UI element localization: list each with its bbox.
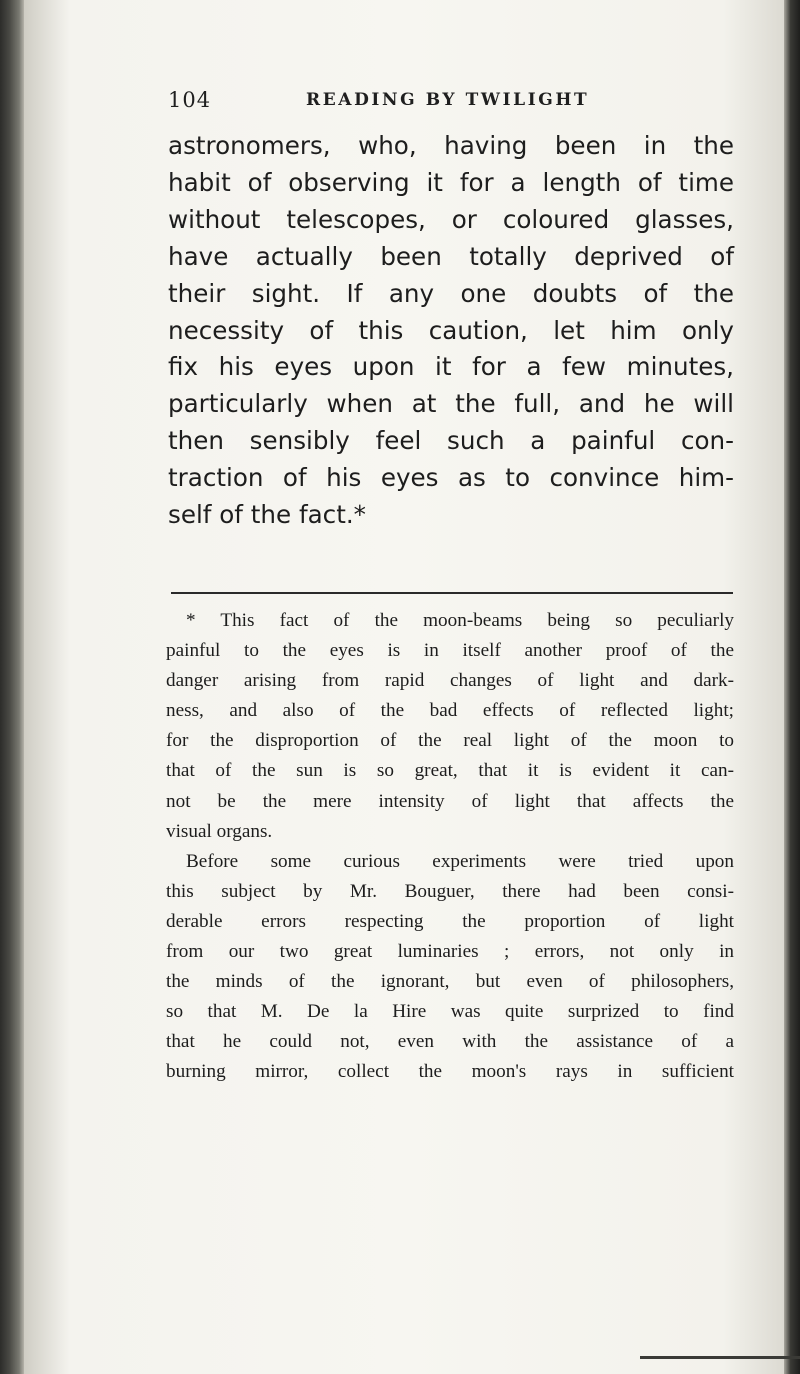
page-right-edge (784, 0, 800, 1374)
footnote-block (166, 606, 734, 1088)
page-number: 104 (168, 88, 212, 112)
footnote-line: painful to the eyes is in itself another proof of the (166, 640, 734, 662)
footnote-line: burning mirror, collect the moon's rays in sufficient (166, 1061, 734, 1083)
footnote-line: so that M. De la Hire was quite surprized to find (166, 1001, 734, 1023)
footnote-line: danger arising from rapid changes of light and dark- (166, 670, 734, 692)
footnote-line: Before some curious experiments were tried upon (186, 850, 734, 872)
main-text-line: their sight. If any one doubts of the (168, 278, 734, 308)
footnote-line: ness, and also of the bad effects of reflected light; (166, 700, 734, 722)
main-text-line: astronomers, who, having been in the (168, 131, 734, 160)
running-head-title: READING BY TWILIGHT (306, 90, 590, 110)
footnote-divider (171, 592, 733, 594)
footnote-line: from our two great luminaries ; errors, not only in (166, 941, 734, 963)
footnote-line: derable errors respecting the proportion of light (166, 910, 734, 932)
page-corner-shadow (640, 1356, 800, 1359)
main-text-line: fix his eyes upon it for a few minutes, (168, 352, 734, 382)
main-text-line: traction of his eyes as to convince him- (168, 463, 734, 493)
footnote-line: visual organs. (166, 820, 273, 842)
footnote-line: for the disproportion of the real light of the moon to (166, 730, 734, 752)
footnote-line: the minds of the ignorant, but even of philosophers, (166, 971, 734, 993)
main-text-line: particularly when at the full, and he will (168, 389, 734, 419)
main-text-block (168, 128, 734, 534)
main-text-line: self of the fact.* (168, 500, 366, 530)
footnote-line: * This fact of the moon-beams being so peculiarly (186, 610, 734, 631)
footnote-line: this subject by Mr. Bouguer, there had been consi- (166, 880, 734, 902)
footnote-line: not be the mere intensity of light that affects the (166, 790, 734, 812)
main-text-line: without telescopes, or coloured glasses, (168, 204, 734, 234)
main-text-line: habit of observing it for a length of time (168, 167, 734, 197)
main-text-line: have actually been totally deprived of (168, 241, 734, 271)
book-binding-edge (0, 0, 24, 1374)
footnote-line: that he could not, even with the assistance of a (166, 1031, 734, 1053)
main-text-line: necessity of this caution, let him only (168, 315, 734, 345)
main-text-line: then sensibly feel such a painful con- (168, 426, 734, 456)
footnote-line: that of the sun is so great, that it is evident it can- (166, 760, 734, 782)
running-head (168, 88, 728, 116)
